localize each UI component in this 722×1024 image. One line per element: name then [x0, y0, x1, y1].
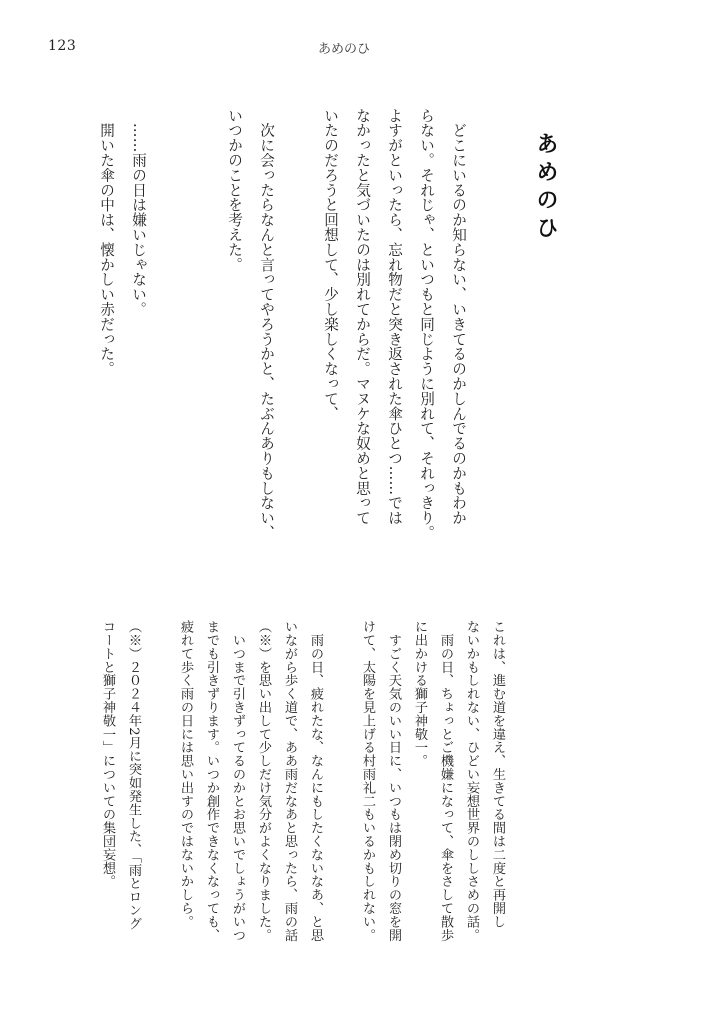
story-line: よすがといったら、忘れ物だと突き返された傘ひとつ……では	[386, 108, 403, 526]
afterword-line: ないかもしれない、ひどい妄想世界のししさめの話。	[464, 620, 479, 942]
afterword-line: （※）を思い出して少しだけ気分がよくなりました。	[256, 620, 271, 942]
page-number: 123	[48, 38, 77, 54]
afterword-line: すごく天気のいい日に、いつもは閉め切りの窓を開	[386, 620, 401, 942]
story-line: いたのだろうと回想して、少し楽しくなって、	[322, 108, 339, 421]
story-line: どこにいるのか知らない、いきてるのかしんでるのかもわか	[450, 108, 467, 526]
story-line: 開いた傘の中は、懐かしい赤だった。	[98, 108, 115, 377]
afterword-line: （※）２０２４年2月に突如発生した、「雨とロング	[126, 620, 141, 931]
story-line: らない。それじゃ、といつもと同じように別れて、それっきり。	[418, 108, 435, 541]
paragraph-gap	[146, 620, 172, 960]
paragraph-gap	[282, 108, 314, 528]
afterword-line: までも引きずります。いつか創作できなくなっても、	[204, 620, 219, 942]
story-line: ……雨の日は嫌いじゃない。	[130, 108, 147, 317]
afterword-line: これは、進む道を違え、生きてる間は二度と再開し	[490, 620, 505, 929]
story-line: 次に会ったらなんと言ってやろうかと、たぶんありもしない、	[258, 108, 275, 541]
afterword-line: いつまで引きずってるのかとお思いでしょうがいつ	[230, 620, 245, 942]
afterword-line: コートと獅子神敬一」についての集団妄想。	[100, 620, 115, 888]
story-line: なかったと気づいたのは別れてからだ。マヌケな奴めと思って	[354, 108, 371, 526]
afterword-text	[94, 620, 510, 960]
afterword-line: けて、太陽を見上げる村雨礼二もいるかもしれない。	[360, 620, 375, 942]
afterword-line: 疲れて歩く雨の日には思い出すのではないかしら。	[178, 620, 193, 929]
story-title: あめのひ	[533, 132, 559, 244]
afterword-line: に出かける獅子神敬一。	[412, 620, 427, 768]
paragraph-gap	[186, 108, 218, 528]
paragraph-gap	[154, 108, 186, 528]
running-header: あめのひ	[318, 42, 371, 57]
paragraph-gap	[328, 620, 354, 960]
story-line: いつかのことを考えた。	[226, 108, 243, 272]
afterword-line: 雨の日、ちょっとご機嫌になって、傘をさして散歩	[438, 620, 453, 942]
afterword-line: 雨の日、疲れたな、なんにもしたくないなあ、と思	[308, 620, 323, 942]
afterword-line: いながら歩く道で、ああ雨だなあと思ったら、雨の話	[282, 620, 297, 942]
story-text	[90, 108, 474, 541]
